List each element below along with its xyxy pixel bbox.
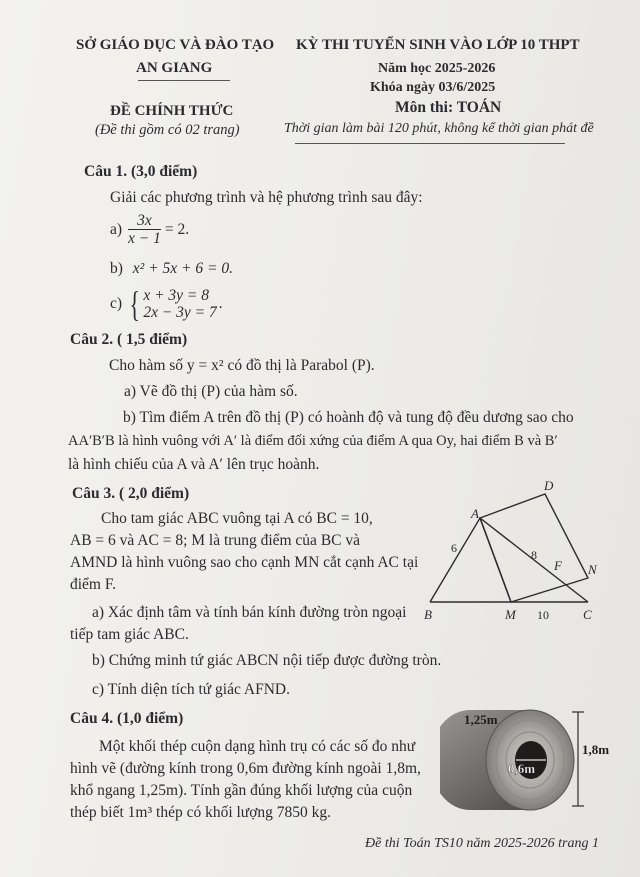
q4-line3: khổ ngang 1,25m). Tính gần đúng khối lượng của cuộn: [70, 782, 413, 799]
school-year: Năm học 2025-2026: [378, 61, 496, 76]
q1-title: Câu 1. (3,0 điểm): [84, 163, 198, 180]
q3-line3: AMND là hình vuông sao cho cạnh MN cắt cạnh AC tại: [70, 554, 419, 571]
q3-line2: AB = 6 và AC = 8; M là trung điểm của BC và: [70, 532, 360, 549]
q2-part-b-line1: b) Tìm điểm A trên đồ thị (P) có hoành độ và tung độ đều dương sao cho: [123, 409, 574, 426]
label-A: A: [471, 506, 479, 521]
q4-line4: thép biết 1m³ thép có khối lượng 7850 kg.: [70, 804, 332, 821]
official-label: ĐỀ CHÍNH THỨC: [110, 103, 234, 119]
label-D: D: [544, 478, 554, 493]
q1-part-a: [110, 212, 189, 247]
q1-a-label: a): [110, 220, 123, 238]
label-M: M: [505, 607, 516, 622]
q1-a-fraction: [128, 212, 161, 247]
pages-note: (Đề thi gồm có 02 trang): [95, 122, 240, 138]
exam-date: Khóa ngày 03/6/2025: [370, 80, 496, 95]
q2-part-b-line2: AA′B′B là hình vuông với A′ là điểm đối xứng của điểm A qua Oy, hai điểm B và B′: [68, 433, 558, 449]
q1-b-equation: x² + 5x + 6 = 0.: [132, 260, 233, 277]
q1-part-b: [110, 260, 233, 278]
q1-a-denominator: x − 1: [128, 230, 161, 247]
q4-line1: Một khối thép cuộn dạng hình trụ có các số đo như: [99, 738, 416, 755]
label-ab-length: 6: [451, 541, 457, 555]
time-note: Thời gian làm bài 120 phút, không kể thời gian phát đề: [284, 121, 594, 136]
q3-geometry-figure: [420, 478, 610, 624]
header-underline-left: [138, 80, 230, 81]
q3-part-b: b) Chứng minh tứ giác ABCN nội tiếp được đường tròn.: [92, 652, 442, 669]
q1-c-label: c): [110, 295, 123, 312]
label-N: N: [588, 562, 597, 577]
q2-part-a: a) Vẽ đồ thị (P) của hàm số.: [124, 383, 298, 400]
label-mc-length: 10: [537, 608, 549, 622]
page-footer: Đề thi Toán TS10 năm 2025-2026 trang 1: [365, 836, 600, 851]
label-F: F: [554, 558, 562, 573]
q4-steel-coil-figure: [440, 700, 615, 812]
q4-line2: hình vẽ (đường kính trong 0,6m đường kính ngoài 1,8m,: [70, 760, 421, 777]
q1-c-end: .: [218, 295, 223, 312]
q1-a-rhs: = 2.: [164, 220, 190, 238]
q1-part-c: [110, 286, 223, 322]
exam-title: KỲ THI TUYỂN SINH VÀO LỚP 10 THPT: [296, 37, 580, 53]
q3-part-c: c) Tính diện tích tứ giác AFND.: [92, 681, 290, 698]
coil-width-label: 1,25m: [464, 712, 498, 727]
q1-c-eq2: 2x − 3y = 7: [143, 304, 217, 321]
label-B: B: [424, 607, 432, 622]
department-name: SỞ GIÁO DỤC VÀ ĐÀO TẠO: [76, 37, 275, 53]
q1-b-label: b): [110, 260, 123, 277]
q2-part-b-line3: là hình chiếu của A và A′ lên trục hoành.: [68, 456, 320, 473]
q3-part-a-line2: tiếp tam giác ABC.: [70, 626, 189, 643]
q3-line1: Cho tam giác ABC vuông tại A có BC = 10,: [101, 510, 373, 527]
q1-c-system: [143, 287, 216, 321]
q3-part-a-line1: a) Xác định tâm và tính bán kính đường tròn ngoại: [92, 604, 407, 621]
coil-drawing: [440, 710, 574, 810]
q3-title: Câu 3. ( 2,0 điểm): [72, 485, 190, 502]
q1-a-numerator: 3x: [128, 212, 161, 230]
label-C: C: [583, 607, 592, 622]
header-underline-right: [295, 143, 565, 144]
province-name: AN GIANG: [136, 60, 213, 76]
coil-inner-diameter-label: 0,6m: [508, 761, 536, 776]
q2-intro: Cho hàm số y = x² có đồ thị là Parabol (P).: [109, 357, 375, 374]
q3-line4: điểm F.: [70, 576, 117, 593]
q1-c-eq1: x + 3y = 8: [143, 287, 210, 304]
subject: Môn thi: TOÁN: [395, 99, 502, 116]
q1-intro: Giải các phương trình và hệ phương trình sau đây:: [110, 189, 423, 206]
coil-outer-diameter-label: 1,8m: [582, 742, 610, 757]
q1-c-brace: {: [129, 284, 140, 324]
label-ac-length: 8: [531, 548, 537, 562]
q4-title: Câu 4. (1,0 điểm): [70, 710, 184, 727]
q2-title: Câu 2. ( 1,5 điểm): [70, 331, 188, 348]
